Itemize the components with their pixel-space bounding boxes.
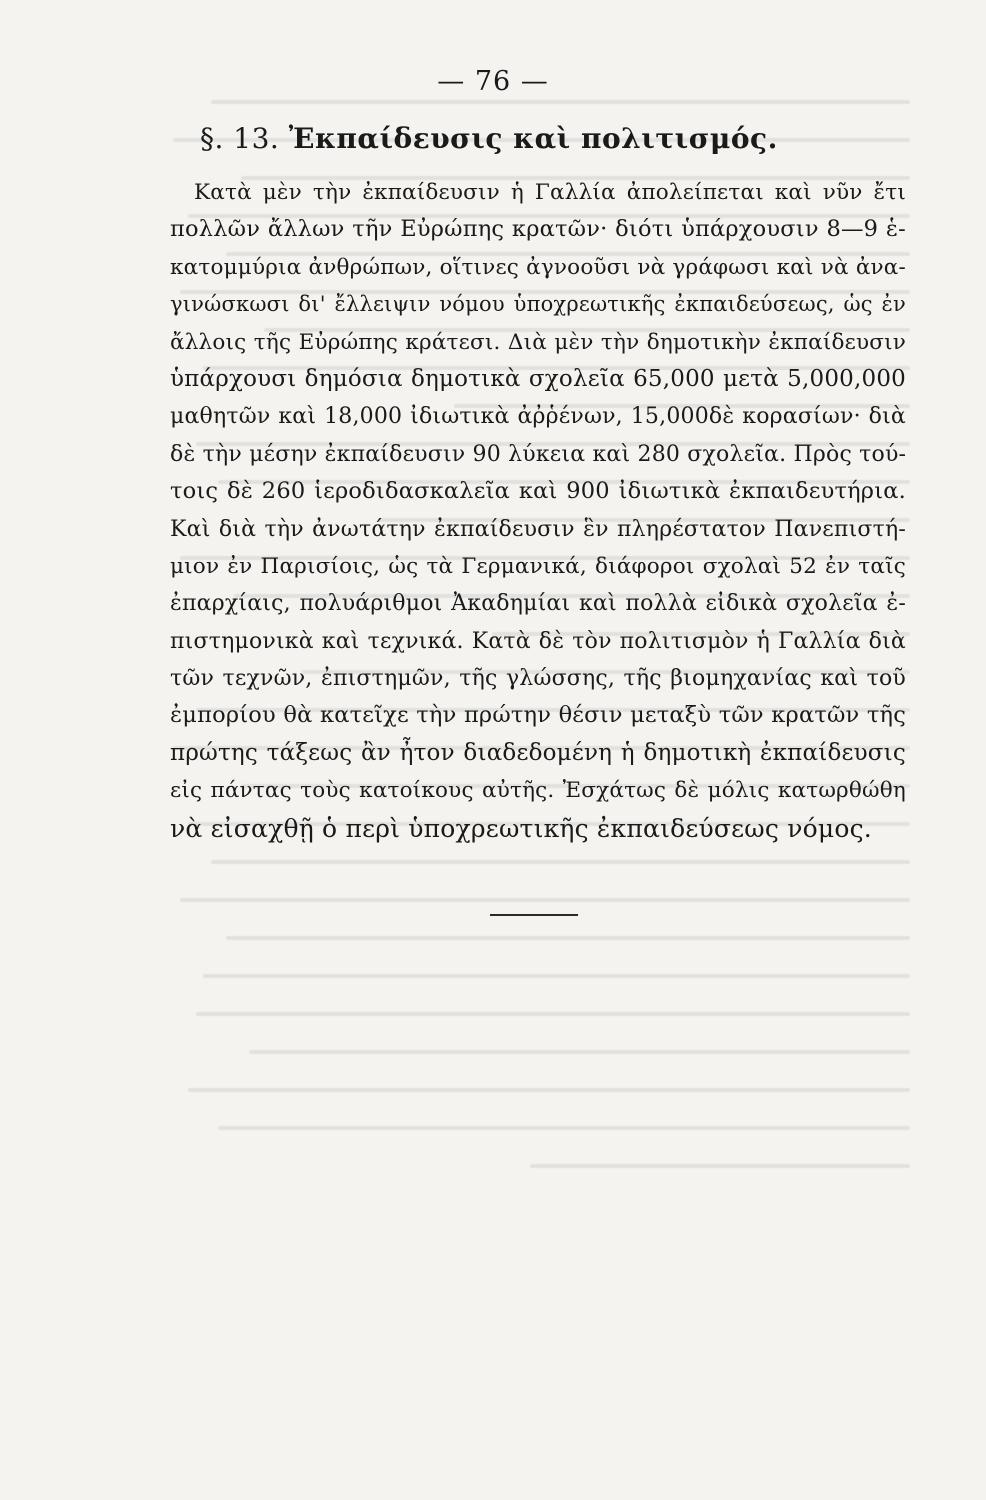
text-line: ἐμπορίου θὰ κατεῖχε τὴν πρώτην θέσιν μεταξὺ τῶν κρατῶν τῆς [170, 702, 906, 729]
text-line: ἐπαρχίαις, πολυάριθμοι Ἀκαδημίαι καὶ πολλὰ εἰδικὰ σχολεῖα ἐ- [170, 591, 906, 617]
section-divider-rule [490, 914, 578, 916]
section-number: §. 13. [200, 122, 280, 155]
text-line: πιστημονικὰ καὶ τεχνικά. Κατὰ δὲ τὸν πολιτισμὸν ἡ Γαλλία διὰ [170, 628, 906, 654]
text-line: κατομμύρια ἀνθρώπων, οἵτινες ἀγνοοῦσι νὰ γράφωσι καὶ νὰ ἀνα- [170, 254, 906, 280]
text-line: πρώτης τάξεως ἂν ἦτον διαδεδομένη ἡ δημοτικὴ ἐκπαίδευσις [170, 739, 906, 766]
text-line: νὰ εἰσαχθῇ ὁ περὶ ὑποχρεωτικῆς ἐκπαιδεύσεως νόμος. [170, 813, 872, 843]
text-line: Κατὰ μὲν τὴν ἐκπαίδευσιν ἡ Γαλλία ἀπολείπεται καὶ νῦν ἔτι [194, 180, 906, 205]
section-heading [200, 122, 820, 155]
text-line: τῶν τεχνῶν, ἐπιστημῶν, τῆς γλώσσης, τῆς βιομηχανίας καὶ τοῦ [170, 666, 906, 692]
section-title: Ἐκπαίδευσις καὶ πολιτισμός. [288, 122, 778, 155]
text-line: μιον ἐν Παρισίοις, ὡς τὰ Γερμανικά, διάφοροι σχολαὶ 52 ἐν ταῖς [170, 553, 906, 579]
text-line: δὲ τὴν μέσην ἐκπαίδευσιν 90 λύκεια καὶ 280 σχολεῖα. Πρὸς τού- [170, 441, 907, 467]
text-line: ὑπάρχουσι δημόσια δημοτικὰ σχολεῖα 65,000 μετὰ 5,000,000 [170, 365, 906, 392]
body-paragraph [170, 174, 906, 847]
text-line: γινώσκωσι δι' ἔλλειψιν νόμου ὑποχρεωτικῆς ἐκπαιδεύσεως, ὡς ἐν [170, 292, 906, 317]
text-line: εἰς πάντας τοὺς κατοίκους αὐτῆς. Ἐσχάτως δὲ μόλις κατωρθώθη [170, 778, 906, 804]
text-line: ἄλλοις τῆς Εὐρώπης κράτεσι. Διὰ μὲν τὴν δημοτικὴν ἐκπαίδευσιν [170, 329, 906, 355]
text-line: τοις δὲ 260 ἱεροδιδασκαλεῖα καὶ 900 ἰδιωτικὰ ἐκπαιδευτήρια. [170, 478, 906, 505]
text-line: πολλῶν ἄλλων τῆν Εὐρώπης κρατῶν· διότι ὑπάρχουσιν 8—9 ἑ- [170, 216, 906, 243]
text-line: μαθητῶν καὶ 18,000 ἰδιωτικὰ ἀῤῥένων, 15,000δὲ κορασίων· διὰ [170, 404, 906, 430]
text-line: Καὶ διὰ τὴν ἀνωτάτην ἐκπαίδευσιν ἓν πληρέστατον Πανεπιστή- [170, 516, 906, 542]
page-number: — 76 — [437, 66, 549, 97]
